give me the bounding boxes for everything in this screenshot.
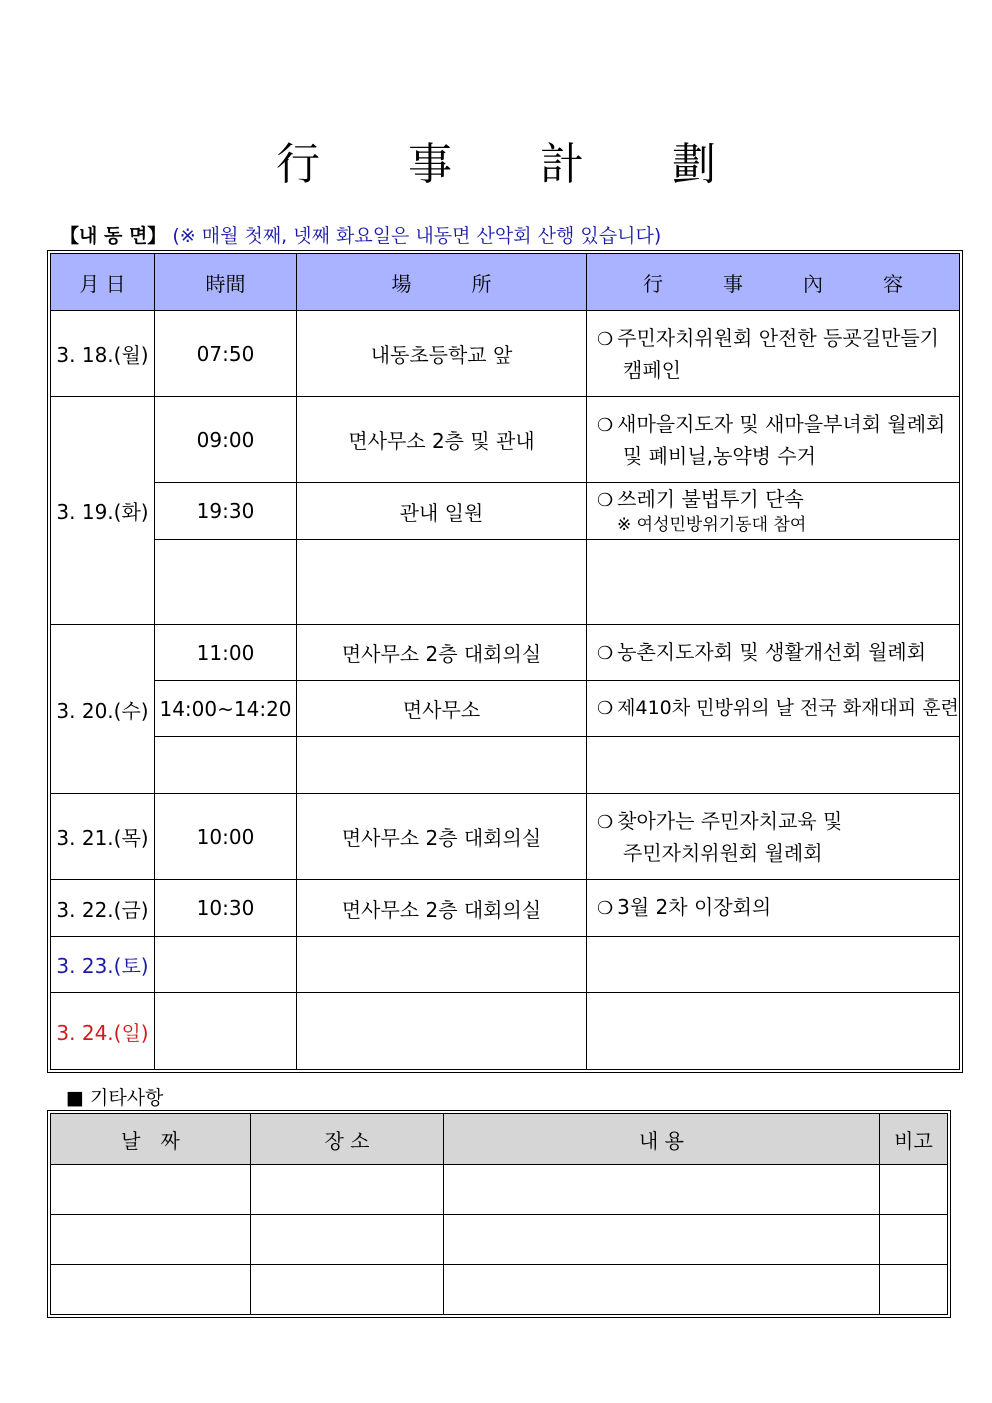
- misc-header-date: 날 짜: [51, 1114, 251, 1165]
- title-char: 行: [276, 139, 320, 190]
- title-char: 事: [408, 139, 452, 190]
- date-cell-saturday: 3. 23.(토): [51, 937, 155, 993]
- content-text-line2: 캠페인: [623, 357, 681, 382]
- bullet-icon: ❍: [597, 642, 614, 664]
- content-text-line2: 주민자치위원회 월례회: [623, 840, 823, 865]
- place-cell: 면사무소: [297, 681, 587, 737]
- time-cell: 11:00: [155, 625, 297, 681]
- table-row: [51, 681, 960, 737]
- date-cell: 3. 20.(수): [51, 625, 155, 794]
- place-cell: 내동초등학교 앞: [297, 311, 587, 397]
- time-cell: 10:00: [155, 794, 297, 880]
- schedule-table: [50, 253, 960, 1070]
- title-char: 計: [540, 139, 584, 190]
- table-row: [51, 625, 960, 681]
- content-text: 농촌지도자회 및 생활개선회 월례회: [617, 639, 927, 664]
- content-text: 제410차 민방위의 날 전국 화재대피 훈련: [617, 697, 959, 719]
- bullet-icon: ❍: [597, 898, 614, 919]
- content-text: 새마을지도자 및 새마을부녀회 월례회: [617, 411, 946, 436]
- header-place: 場 所: [297, 254, 587, 311]
- misc-header-place: 장 소: [251, 1114, 444, 1165]
- table-row: [51, 794, 960, 880]
- table-row: [51, 937, 960, 993]
- content-text: 주민자치위원회 안전한 등굣길만들기: [617, 325, 939, 350]
- place-cell: 관내 일원: [297, 483, 587, 540]
- section-note: (※ 매월 첫째, 넷째 화요일은 내동면 산악회 산행 있습니다): [172, 225, 662, 247]
- bullet-icon: ❍: [597, 490, 614, 511]
- time-cell: 14:00~14:20: [155, 681, 297, 737]
- content-cell: [587, 794, 960, 880]
- misc-table-frame: [47, 1110, 951, 1318]
- bullet-icon: ❍: [597, 811, 614, 833]
- time-cell: 09:00: [155, 397, 297, 483]
- content-text: 3월 2차 이장회의: [617, 895, 772, 919]
- misc-heading: ■ 기타사항: [66, 1087, 164, 1109]
- misc-header-content: 내 용: [444, 1114, 880, 1165]
- page-title: [0, 128, 992, 192]
- table-row: [51, 483, 960, 540]
- bullet-icon: ❍: [597, 328, 614, 350]
- content-cell: [587, 397, 960, 483]
- misc-header-row: [51, 1114, 948, 1165]
- misc-header-note: 비고: [880, 1114, 948, 1165]
- table-row-empty: [51, 540, 960, 625]
- misc-table: [50, 1113, 948, 1315]
- content-text: 찾아가는 주민자치교육 및: [617, 808, 843, 833]
- content-cell: [587, 311, 960, 397]
- date-cell: 3. 19.(화): [51, 397, 155, 625]
- misc-row: [51, 1265, 948, 1315]
- place-cell: 면사무소 2층 및 관내: [297, 397, 587, 483]
- header-time: 時間: [155, 254, 297, 311]
- place-cell: 면사무소 2층 대회의실: [297, 794, 587, 880]
- section-subheading: [60, 221, 661, 248]
- time-cell: 10:30: [155, 880, 297, 937]
- table-row: [51, 397, 960, 483]
- title-char: 劃: [672, 139, 716, 190]
- header-content: 行 事 內 容: [587, 254, 960, 311]
- content-cell: [587, 625, 960, 681]
- bullet-icon: ❍: [597, 698, 614, 719]
- date-cell: 3. 18.(월): [51, 311, 155, 397]
- place-cell: 면사무소 2층 대회의실: [297, 625, 587, 681]
- date-cell-sunday: 3. 24.(일): [51, 993, 155, 1070]
- misc-row: [51, 1215, 948, 1265]
- schedule-table-frame: [47, 250, 963, 1073]
- time-cell: 19:30: [155, 483, 297, 540]
- content-cell: [587, 681, 960, 737]
- place-cell: 면사무소 2층 대회의실: [297, 880, 587, 937]
- content-text: 쓰레기 불법투기 단속: [617, 487, 804, 511]
- content-cell: [587, 483, 960, 540]
- table-row: [51, 993, 960, 1070]
- date-cell: 3. 21.(목): [51, 794, 155, 880]
- table-row-empty: [51, 737, 960, 794]
- header-date: 月 日: [51, 254, 155, 311]
- content-cell: [587, 880, 960, 937]
- section-tag: 【내 동 면】: [60, 225, 167, 247]
- schedule-header-row: [51, 254, 960, 311]
- time-cell: 07:50: [155, 311, 297, 397]
- table-row: [51, 880, 960, 937]
- table-row: [51, 311, 960, 397]
- bullet-icon: ❍: [597, 414, 614, 436]
- content-text-line2: 및 폐비닐,농약병 수거: [623, 443, 816, 468]
- date-cell: 3. 22.(금): [51, 880, 155, 937]
- misc-row: [51, 1165, 948, 1215]
- content-subnote: ※ 여성민방위기동대 참여: [617, 515, 807, 535]
